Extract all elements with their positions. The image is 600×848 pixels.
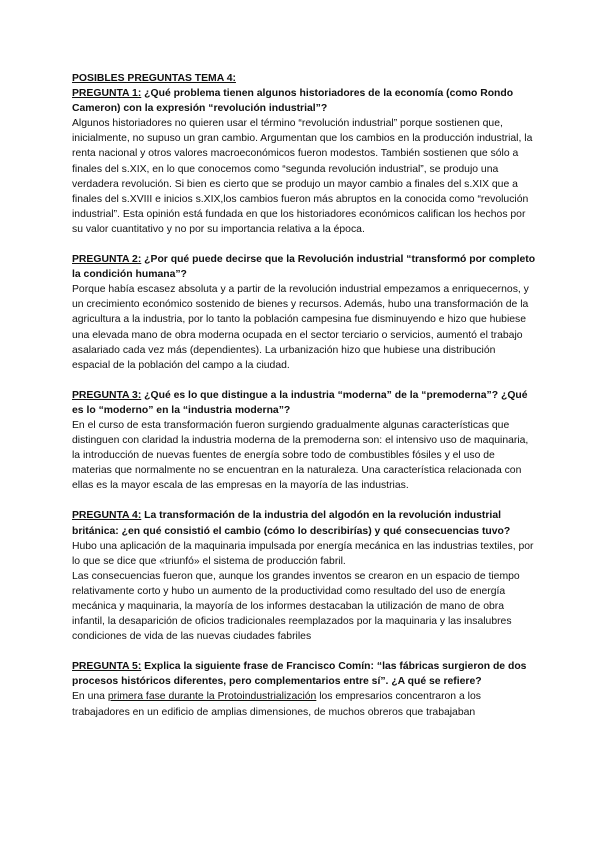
document-title: POSIBLES PREGUNTAS TEMA 4: bbox=[72, 73, 236, 84]
answer-paragraph: Porque había escasez absoluta y a partir de la revolución industrial empezamos a enriquecernos, y un crecimiento económico sostenido de bienes y recursos. Además, hubo una transformación de la agricultura a la industria, por lo tanto la población campesina fue disminuyendo e hizo que hubiese una elevada mano de obra moderna ocupada en el sector terciario o servicios, aumentó el trabajo asalariado cada vez más (dependientes). La urbanización hizo que hubiese una distribución espacial de la población del campo a la ciudad. bbox=[72, 284, 529, 371]
question-3 bbox=[72, 388, 536, 418]
answer-paragraph: Las consecuencias fueron que, aunque los grandes inventos se crearon en un espacio de tiempo relativamente corto y hubo un aumento de la productividad como resultado del uso de energía mecánica y maquinaria, la mayoría de los informes destacaban la utilización de mano de obra infantil, la desaparición de oficios tradicionales reemplazados por la maquinaria y las insalubres condiciones de vida de las nuevas ciudades fabriles bbox=[72, 570, 520, 643]
answer-paragraph: Algunos historiadores no quieren usar el término “revolución industrial” porque sostienen que, inicialmente, no supuso un gran cambio. Argumentan que los cambios en la producción industrial, la renta nacional y otros valores macroeconómicos fueron modestos. También sostienen que sólo a finales del s.XIX, en lo que conocemos como “segunda revolución industrial”, se produjo una verdadera revolución. Si bien es cierto que se produjo un mayor cambio a finales del s.XIX que a finales del s.XVIII e inicios s.XIX,los cambios fueron más abruptos en la conocida como “revolución industrial”. Esta opinión está fundada en que los historiadores económicos califican los hechos por su valor cuantitativo y no por su importancia relativa a la época. bbox=[72, 118, 533, 235]
question-block-4 bbox=[72, 508, 536, 644]
answer-paragraph bbox=[72, 689, 536, 719]
question-text: Explica la siguiente frase de Francisco Comín: “las fábricas surgieron de dos procesos históricos diferentes, pero complementarios entre sí”. ¿A qué se refiere? bbox=[72, 661, 527, 688]
question-text: La transformación de la industria del algodón en la revolución industrial británica: ¿en qué consistió el cambio (cómo lo describirías) y qué consecuencias tuvo? bbox=[72, 510, 511, 537]
question-text: ¿Qué es lo que distingue a la industria “moderna” de la “premoderna”? ¿Qué es lo “moderno” en la “industria moderna”? bbox=[72, 389, 528, 416]
question-block-2 bbox=[72, 252, 536, 373]
question-label: PREGUNTA 1: bbox=[72, 88, 142, 100]
question-4 bbox=[72, 508, 536, 538]
question-label: PREGUNTA 5: bbox=[72, 661, 142, 673]
question-5 bbox=[72, 659, 536, 689]
answer-intro: En una bbox=[72, 691, 108, 703]
question-block-1 bbox=[72, 86, 536, 237]
question-1 bbox=[72, 86, 536, 116]
question-text: ¿Qué problema tienen algunos historiadores de la economía (como Rondo Cameron) con la expresión “revolución industrial”? bbox=[72, 88, 514, 115]
question-block-3 bbox=[72, 388, 536, 494]
question-2 bbox=[72, 252, 536, 282]
answer-paragraph: Hubo una aplicación de la maquinaria impulsada por energía mecánica en las industrias textiles, por lo que se dice que «triunfó» el sistema de producción fabril. bbox=[72, 540, 534, 567]
underlined-phrase: primera fase durante la Protoindustrialización bbox=[107, 691, 317, 703]
answer-paragraph: En el curso de esta transformación fueron surgiendo gradualmente algunas características que distinguen con claridad la industria moderna de la premoderna son: el intensivo uso de maquinaria, la introducción de nuevas fuentes de energía sobre todo de combustibles fósiles y el uso de materias que normalmente no se encuentran en la naturaleza. Una característica relacionada con ellas es la mayor escala de las empresas en la mayoría de las industrias. bbox=[72, 419, 529, 492]
document-body bbox=[72, 71, 536, 735]
question-label: PREGUNTA 4: bbox=[72, 510, 142, 522]
question-block-5 bbox=[72, 659, 536, 719]
answer-rest: los empresarios concentraron a los trabajadores en un edificio de amplias dimensiones, de muchos obreros que trabajaban bbox=[72, 691, 481, 718]
question-label: PREGUNTA 3: bbox=[72, 389, 142, 401]
question-label: PREGUNTA 2: bbox=[72, 254, 142, 266]
question-text: ¿Por qué puede decirse que la Revolución industrial “transformó por completo la condición humana”? bbox=[72, 254, 536, 281]
